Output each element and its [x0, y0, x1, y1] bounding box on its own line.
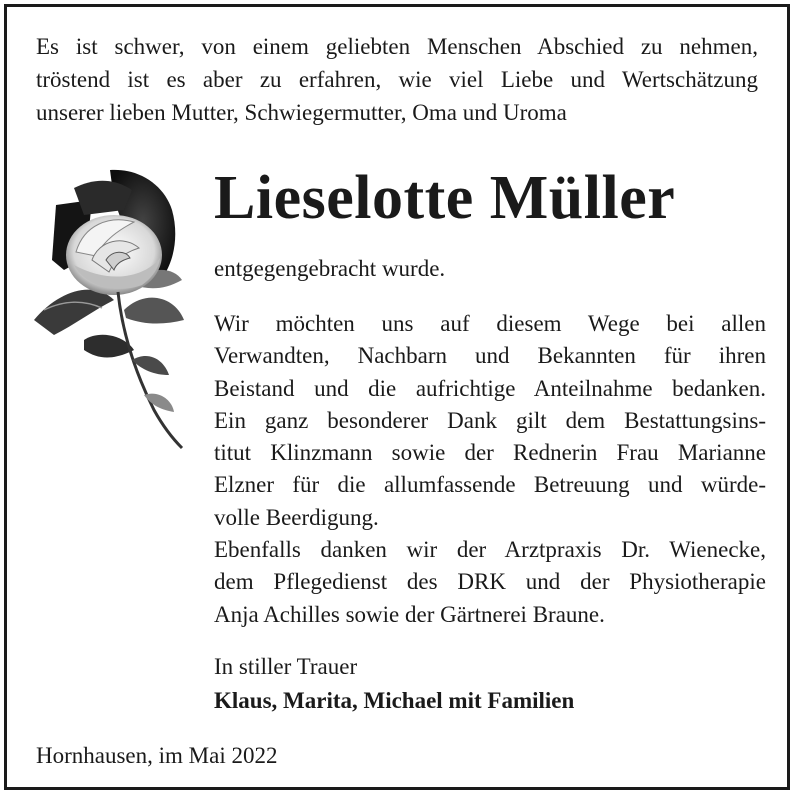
- thanks-line: Ein ganz besonderer Dank gilt dem Bestattungsins-: [214, 407, 766, 433]
- thanks-line: titut Klinzmann sowie der Rednerin Frau Marianne: [214, 440, 766, 466]
- thanks-line: Ebenfalls danken wir der Arztpraxis Dr. Wienecke,: [214, 537, 766, 563]
- thanks-text: [214, 308, 766, 631]
- intro-line: Es ist schwer, von einem geliebten Menschen Abschied zu nehmen,: [36, 34, 758, 59]
- closing-phrase: In stiller Trauer: [214, 654, 358, 679]
- intro-line: tröstend ist es aber zu erfahren, wie viel Liebe und Wertschätzung: [36, 67, 758, 92]
- rose-icon: [14, 160, 194, 450]
- thanks-line: Elzner für die allumfassende Betreuung und würde-: [214, 472, 766, 498]
- thanks-line: volle Beerdigung.: [214, 504, 379, 530]
- thanks-line: dem Pflegedienst des DRK und der Physiotherapie: [214, 569, 766, 595]
- intro-line: unserer lieben Mutter, Schwiegermutter, Oma und Uroma: [36, 100, 567, 125]
- thanks-line: Anja Achilles sowie der Gärtnerei Braune.: [214, 601, 605, 627]
- signers: Klaus, Marita, Michael mit Familien: [214, 688, 575, 713]
- after-name-text: entgegengebracht wurde.: [214, 256, 446, 281]
- place-date: Hornhausen, im Mai 2022: [36, 743, 278, 768]
- deceased-name: Lieselotte Müller: [214, 164, 676, 232]
- thanks-line: Wir möchten uns auf diesem Wege bei allen: [214, 311, 766, 336]
- intro-text: [36, 30, 758, 129]
- thanks-line: Beistand und die aufrichtige Anteilnahme bedanken.: [214, 375, 766, 401]
- thanks-line: Verwandten, Nachbarn und Bekannten für ihren: [214, 343, 766, 369]
